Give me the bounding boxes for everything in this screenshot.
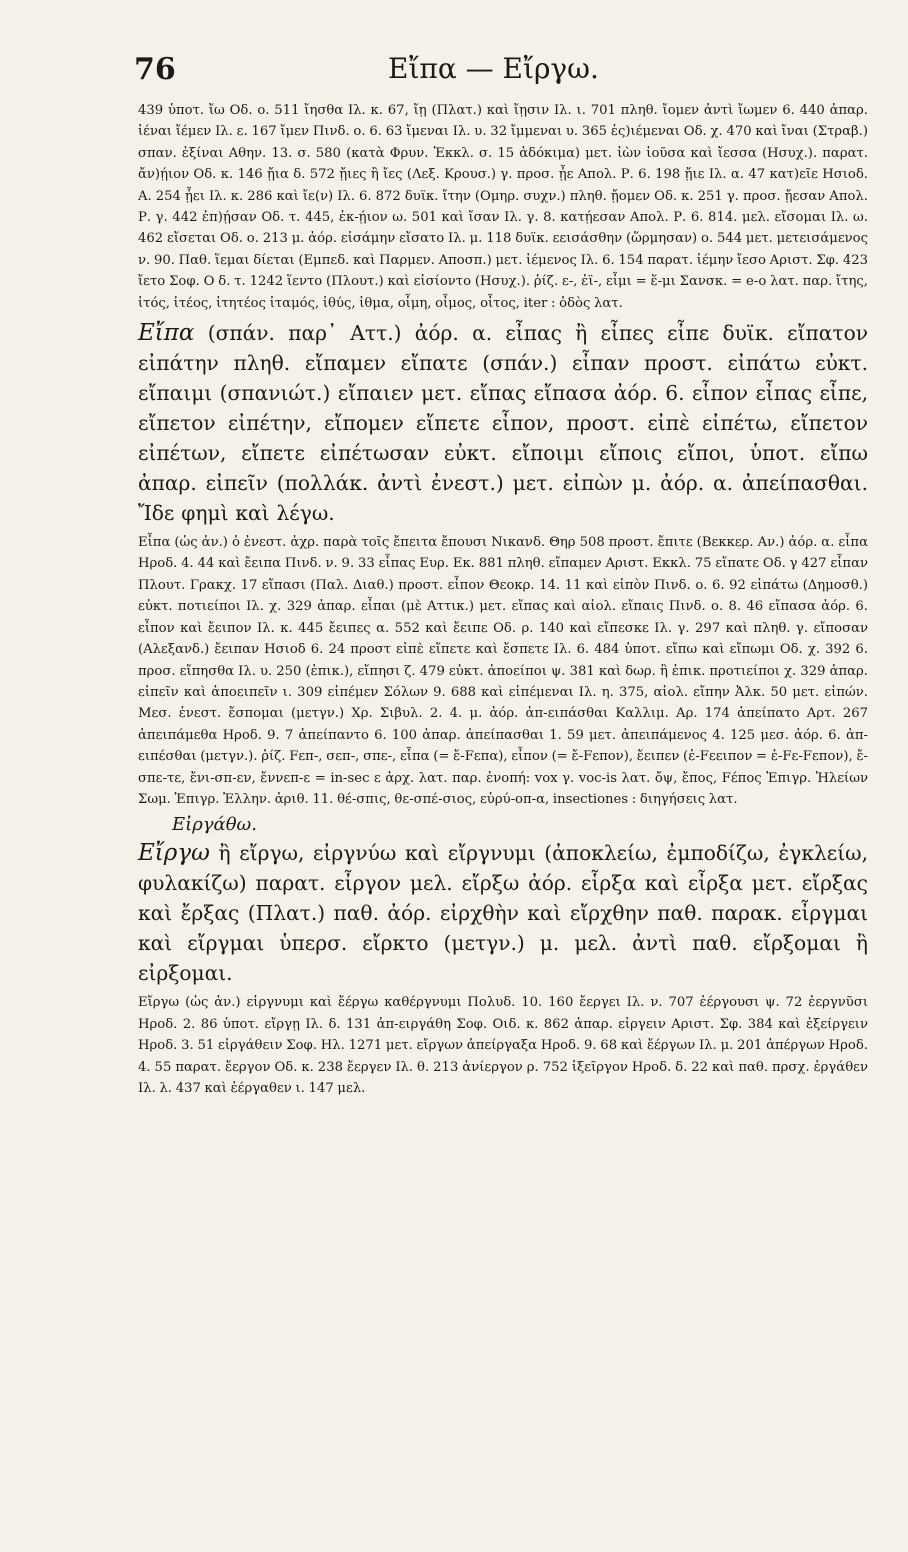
page-header [134, 52, 868, 100]
running-head: Εἴπα — Εἴργω. [388, 52, 599, 85]
dictionary-page [0, 52, 908, 1552]
subheading-eirgatho: Εἰργάθω. [172, 814, 257, 836]
entry-eirgo-detail: Εἴργω (ὡς ἀν.) εἰργνυμι καὶ ἔέργω καθέργνυμι Πολυδ. 10. 160 ἔεργει Ιλ. ν. 707 ἐέργουσι ψ. 72 ἐεργνῦσι Ηροδ. 2. 86 ὑποτ. εἴργῃ Ιλ. δ. 131 ἀπ-ειργάθη Σοφ. Οιδ. κ. 862 ἀπαρ. εἰργειν Αριστ. Σφ. 384 καὶ ἐξείργειν Ηροδ. 3. 51 εἰργάθειν Σοφ. Ηλ. 1271 μετ. εἴργων ἀπείργαξα Ηροδ. 9. 68 καὶ ἔέργων Ιλ. μ. 201 ἀπέργων Ηροδ. 4. 55 παρατ. ἔεργον Οδ. κ. 238 ἔεργεν Ιλ. θ. 213 ἀνίεργον ρ. 752 ἰξεῖργον Ηροδ. δ. 22 καὶ παθ. πρσχ. ἐργάθεν Ιλ. λ. 437 καὶ ἐέργαθεν ι. 147 μελ. [138, 995, 868, 1096]
lemma-eirgo: Εἴργω [138, 840, 210, 867]
entry-eirgo-body: ἢ εἴργω, εἰργνύω καὶ εἴργνυμι (ἀποκλείω, ἐμποδίζω, ἐγκλείω, φυλακίζω) παρατ. εἶργον μελ. εἴρξω ἀόρ. εἷρξα καὶ εἶρξα μετ. εἴρξας καὶ ἔρξας (Πλατ.) παθ. ἀόρ. εἰρχθὴν καὶ εἴρχθην παθ. παρακ. εἶργμαι καὶ εἴργμαι ὑπερσ. εἴρκτο (μετγν.) μ. μελ. ἀντὶ παθ. εἴρξομαι ἢ εἰρξομαι. [138, 841, 868, 986]
entry-eirgo [138, 838, 868, 988]
entry-eipa-body: (σπάν. παρ᾽ Αττ.) ἀόρ. α. εἶπας ἢ εἶπες εἶπε δυϊκ. εἴπατον εἰπάτην πληθ. εἴπαμεν εἴπατε (σπάν.) εἶπαν προστ. εἰπάτω εὐκτ. εἴπαιμι (σπανιώτ.) εἴπαιεν μετ. εἴπας εἴπασα ἀόρ. 6. εἶπον εἶπας εἶπε, εἴπετον εἰπέτην, εἴπομεν εἴπετε εἶπον, προστ. εἰπὲ εἰπέτω, εἴπετον εἰπέτων, εἴπετε εἰπέτωσαν εὐκτ. εἴποιμι εἴποις εἴποι, ὑποτ. εἴπω ἀπαρ. εἰπεῖν (πολλάκ. ἀντὶ ἐνεστ.) μετ. εἰπὼν μ. ἀόρ. α. ἀπείπασθαι. Ἴδε φημὶ καὶ λέγω. [138, 321, 868, 526]
entry-eipa [138, 318, 868, 528]
lemma-eipa: Εἴπα [138, 320, 195, 347]
entry-eipa-detail: Εἶπα (ὡς ἀν.) ὁ ἐνεστ. ἀχρ. παρὰ τοῖς ἔπειτα ἔπουσι Νικανδ. Θηρ 508 προστ. ἔπιτε (Βεκκερ. Αν.) ἀόρ. α. εἶπα Ηροδ. 4. 44 καὶ ἔειπα Πινδ. ν. 9. 33 εἶπας Ευρ. Εκ. 881 πληθ. εἴπαμεν Αριστ. Εκκλ. 75 εἴπατε Οδ. γ 427 εἶπαν Πλουτ. Γρακχ. 17 εἴπασι (Παλ. Διαθ.) προστ. εἶπον Θεοκρ. 14. 11 καὶ εἰπὸν Πινδ. ο. 6. 92 εἰπάτω (Δημοσθ.) εὐκτ. ποτιείποι Ιλ. χ. 329 ἀπαρ. εἶπαι (μὲ Αττικ.) μετ. εἴπας καὶ αἰολ. εἴπαις Πινδ. ο. 8. 46 εἴπασα ἀόρ. 6. εἶπον καὶ ἔειπον Ιλ. κ. 445 ἔειπες α. 552 καὶ ἔειπε Οδ. ρ. 140 καὶ εἴπεσκε Ιλ. γ. 297 καὶ πληθ. γ. εἴποσαν (Αλεξανδ.) ἔειπαν Ησιοδ 6. 24 προστ εἰπὲ εἴπετε καὶ ἔσπετε Ιλ. 6. 484 ὑποτ. εἴπω καὶ εἴπωμι Οδ. χ. 392 6. προσ. εἴπησθα Ιλ. υ. 250 (ἐπικ.), εἴπησι ζ. 479 εὐκτ. ἀποείποι ψ. 381 καὶ δωρ. ἢ ἐπικ. προτιείποι χ. 329 ἀπαρ. εἰπεῖν καὶ ἀποειπεῖν ι. 309 εἰπέμεν Σόλων 9. 688 καὶ εἰπέμεναι Ιλ. η. 375, αἰολ. εἴπην Ἀλκ. 50 μετ. εἰπών. Μεσ. ἐνεστ. ἔσπομαι (μετγν.) Χρ. Σιβυλ. 2. 4. μ. ἀόρ. ἀπ-ειπάσθαι Καλλιμ. Αρ. 174 ἀπείπατο Αρτ. 267 ἀπειπάμεθα Ηροδ. 9. 7 ἀπείπαντο 6. 100 ἀπαρ. ἀπείπασθαι 1. 59 μετ. ἀπειπάμενος 4. 125 μεσ. ἀόρ. 6. ἀπ-ειπέσθαι (μετγν.). ῥίζ. Fεπ-, σεπ-, σπε-, εἶπα (= ἔ-Fεπα), εἶπον (= ἔ-Fεπον), ἔειπεν (ἐ-Fεειπον = ἐ-Fε-Fεπον), ἔ-σπε-τε, ἔνι-σπ-εν, ἔννεπ-ε = in-sec ε ἀρχ. λατ. παρ. ἐνοπή: vox γ. voc-is λατ. ὄψ, ἔπος, Fέπος Ἐπιγρ. Ἠλείων Σωμ. Ἐπιγρ. Ἑλλην. ἀριθ. 11. θέ-σπις, θε-σπέ-σιος, εὐρύ-οπ-α, insectiones : διηγήσεις λατ. [138, 535, 868, 807]
entry-continuation: 439 ὑποτ. ἴω Οδ. ο. 511 ἴησθα Ιλ. κ. 67, ἴῃ (Πλατ.) καὶ ἴῃσιν Ιλ. ι. 701 πληθ. ἴομεν ἀντὶ ἴωμεν 6. 440 ἀπαρ. ἰέναι ἴέμεν Ιλ. ε. 167 ἴμεν Πινδ. ο. 6. 63 ἴμεναι Ιλ. υ. 32 ἴμμεναι υ. 365 ἐς)ιέμεναι Οδ. χ. 470 καὶ ἴναι (Στραβ.) σπαν. ἐξίναι Αθην. 13. σ. 580 (κατὰ Φρυν. Ἐκκλ. σ. 15 ἀδόκιμα) μετ. ἰὼν ἰοῦσα καὶ ἴεσσα (Ησυχ.). παρατ. ἄν)ῄιον Οδ. κ. 146 ᾔια δ. 572 ᾔιες ἢ ἴες (Λεξ. Κρουσ.) γ. προσ. ᾖε Απολ. Ρ. 6. 198 ᾔιε Ιλ. α. 47 κατ)εῖε Ησιοδ. Α. 254 ᾖει Ιλ. κ. 286 καὶ ἴε(ν) Ιλ. 6. 872 δυϊκ. ἴτην (Ομηρ. συχν.) πληθ. ᾔομεν Οδ. κ. 251 γ. προσ. ᾔεσαν Απολ. Ρ. γ. 442 ἐπ)ῄσαν Οδ. τ. 445, ἐκ-ῄιον ω. 501 καὶ ἴσαν Ιλ. γ. 8. κατῄεσαν Απολ. Ρ. 6. 814. μελ. εἴσομαι Ιλ. ω. 462 εἴσεται Οδ. ο. 213 μ. ἀόρ. εἰσάμην εἴσατο Ιλ. μ. 118 δυϊκ. εεισάσθην (ὥρμησαν) ο. 544 μετ. μετεισάμενος ν. 90. Παθ. ἵεμαι δίεται (Εμπεδ. καὶ Παρμεν. Αποσπ.) μετ. ἱέμενος Ιλ. 6. 154 παρατ. ἱέμην ἴεσο Αριστ. Σφ. 423 ἴετο Σοφ. Ο δ. τ. 1242 ἵεντο (Πλουτ.) καὶ εἰσίοντο (Ησυχ.). ῥίζ. ε-, ἐϊ-, εἶμι = ἕ-μι Σανσκ. = e-o λατ. παρ. ἴτης, ἰτός, ἰτέος, ἰτητέος ἰταμός, ἰθύς, ἰθμα, οἶμη, οἶμος, οἶτος, iter : ὁδὸς λατ. [138, 103, 868, 311]
page-number: 76 [134, 52, 176, 87]
